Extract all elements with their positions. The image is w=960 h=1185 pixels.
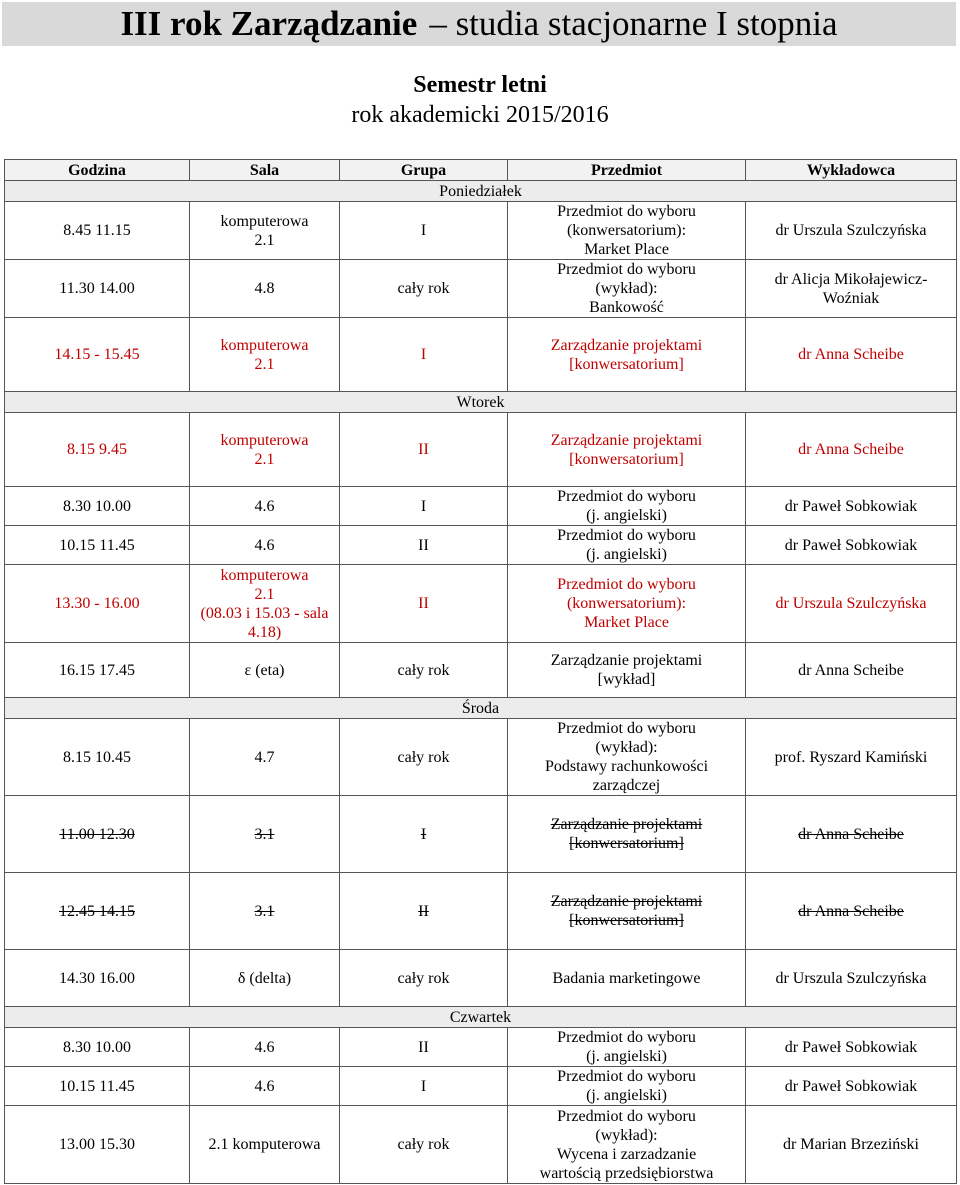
cell-subject: Zarządzanie projektami [konwersatorium] xyxy=(508,413,746,487)
table-row xyxy=(5,260,957,318)
cell-room: 4.6 xyxy=(190,526,340,565)
cell-teacher: dr Urszula Szulczyńska xyxy=(746,565,957,643)
cell-room: 4.6 xyxy=(190,1067,340,1106)
cell-subject: Przedmiot do wyboru (wykład): Bankowość xyxy=(508,260,746,318)
cell-room: 2.1 komputerowa xyxy=(190,1106,340,1184)
cell-subject: Badania marketingowe xyxy=(508,950,746,1007)
header-room: Sala xyxy=(190,160,340,181)
day-row xyxy=(5,392,957,413)
day-row xyxy=(5,181,957,202)
cell-group: II xyxy=(340,413,508,487)
cell-subject: Przedmiot do wyboru (wykład): Podstawy rachunkowości zarządczej xyxy=(508,719,746,796)
cell-hour: 8.30 10.00 xyxy=(5,487,190,526)
table-row xyxy=(5,873,957,950)
table-row xyxy=(5,796,957,873)
cell-teacher: dr Urszula Szulczyńska xyxy=(746,202,957,260)
cell-room: 3.1 xyxy=(190,796,340,873)
day-row xyxy=(5,698,957,719)
cell-subject: Przedmiot do wyboru (wykład): Wycena i zarzadzanie wartością przedsiębiorstwa xyxy=(508,1106,746,1184)
cell-teacher: dr Paweł Sobkowiak xyxy=(746,1028,957,1067)
table-row xyxy=(5,719,957,796)
cell-teacher: dr Marian Brzeziński xyxy=(746,1106,957,1184)
cell-room: 4.6 xyxy=(190,1028,340,1067)
cell-room: komputerowa 2.1 xyxy=(190,413,340,487)
cell-hour: 8.15 10.45 xyxy=(5,719,190,796)
cell-room: komputerowa 2.1 xyxy=(190,318,340,392)
cell-subject: Zarządzanie projektami [konwersatorium] xyxy=(508,318,746,392)
header-row xyxy=(5,160,957,181)
day-tuesday: Wtorek xyxy=(5,392,957,413)
cell-subject: Zarządzanie projektami [konwersatorium] xyxy=(508,796,746,873)
cell-teacher: dr Paweł Sobkowiak xyxy=(746,526,957,565)
cell-room: 4.7 xyxy=(190,719,340,796)
cell-group: I xyxy=(340,318,508,392)
cell-teacher: dr Alicja Mikołajewicz- Woźniak xyxy=(746,260,957,318)
day-monday: Poniedziałek xyxy=(5,181,957,202)
cell-hour: 14.30 16.00 xyxy=(5,950,190,1007)
table-row xyxy=(5,950,957,1007)
cell-room: komputerowa 2.1 (08.03 i 15.03 - sala 4.18) xyxy=(190,565,340,643)
academic-year-label: rok akademicki 2015/2016 xyxy=(351,102,609,128)
cell-subject: Przedmiot do wyboru (j. angielski) xyxy=(508,1067,746,1106)
cell-group: I xyxy=(340,796,508,873)
cell-teacher: dr Anna Scheibe xyxy=(746,318,957,392)
cell-hour: 13.00 15.30 xyxy=(5,1106,190,1184)
table-row xyxy=(5,526,957,565)
cell-group: II xyxy=(340,1028,508,1067)
title-rest: – studia stacjonarne I stopnia xyxy=(429,4,838,43)
cell-subject: Przedmiot do wyboru (j. angielski) xyxy=(508,526,746,565)
cell-subject: Przedmiot do wyboru (j. angielski) xyxy=(508,487,746,526)
cell-subject: Przedmiot do wyboru (konwersatorium): Market Place xyxy=(508,565,746,643)
cell-teacher: dr Anna Scheibe xyxy=(746,413,957,487)
cell-group: II xyxy=(340,526,508,565)
table-row xyxy=(5,1028,957,1067)
table-row xyxy=(5,1106,957,1184)
table-row xyxy=(5,1067,957,1106)
cell-group: cały rok xyxy=(340,719,508,796)
cell-hour: 14.15 - 15.45 xyxy=(5,318,190,392)
cell-subject: Zarządzanie projektami [wykład] xyxy=(508,643,746,698)
day-wednesday: Środa xyxy=(5,698,957,719)
header-hour: Godzina xyxy=(5,160,190,181)
cell-hour: 8.30 10.00 xyxy=(5,1028,190,1067)
semester-label: Semestr letni xyxy=(413,72,547,98)
cell-room: 4.6 xyxy=(190,487,340,526)
cell-teacher: dr Anna Scheibe xyxy=(746,873,957,950)
cell-hour: 13.30 - 16.00 xyxy=(5,565,190,643)
day-thursday: Czwartek xyxy=(5,1007,957,1028)
header-group: Grupa xyxy=(340,160,508,181)
cell-room: 3.1 xyxy=(190,873,340,950)
cell-teacher: dr Paweł Sobkowiak xyxy=(746,1067,957,1106)
day-row xyxy=(5,1007,957,1028)
table-row xyxy=(5,487,957,526)
table-row xyxy=(5,318,957,392)
cell-group: I xyxy=(340,1067,508,1106)
cell-teacher: dr Paweł Sobkowiak xyxy=(746,487,957,526)
cell-hour: 8.45 11.15 xyxy=(5,202,190,260)
cell-subject: Zarządzanie projektami [konwersatorium] xyxy=(508,873,746,950)
cell-teacher: prof. Ryszard Kamiński xyxy=(746,719,957,796)
cell-group: I xyxy=(340,202,508,260)
cell-group: II xyxy=(340,565,508,643)
cell-hour: 11.30 14.00 xyxy=(5,260,190,318)
cell-teacher: dr Anna Scheibe xyxy=(746,796,957,873)
cell-hour: 8.15 9.45 xyxy=(5,413,190,487)
cell-subject: Przedmiot do wyboru (j. angielski) xyxy=(508,1028,746,1067)
cell-hour: 10.15 11.45 xyxy=(5,1067,190,1106)
cell-group: cały rok xyxy=(340,950,508,1007)
cell-group: cały rok xyxy=(340,260,508,318)
cell-hour: 16.15 17.45 xyxy=(5,643,190,698)
table-row xyxy=(5,413,957,487)
cell-hour: 11.00 12.30 xyxy=(5,796,190,873)
cell-hour: 12.45 14.15 xyxy=(5,873,190,950)
table-row xyxy=(5,565,957,643)
page-title xyxy=(2,2,956,46)
cell-group: cały rok xyxy=(340,643,508,698)
cell-group: cały rok xyxy=(340,1106,508,1184)
cell-group: II xyxy=(340,873,508,950)
cell-group: I xyxy=(340,487,508,526)
cell-room: δ (delta) xyxy=(190,950,340,1007)
cell-teacher: dr Anna Scheibe xyxy=(746,643,957,698)
header-subject: Przedmiot xyxy=(508,160,746,181)
table-row xyxy=(5,643,957,698)
cell-room: ε (eta) xyxy=(190,643,340,698)
cell-subject: Przedmiot do wyboru (konwersatorium): Market Place xyxy=(508,202,746,260)
cell-hour: 10.15 11.45 xyxy=(5,526,190,565)
schedule-table xyxy=(4,159,957,1184)
cell-room: 4.8 xyxy=(190,260,340,318)
header-teacher: Wykładowca xyxy=(746,160,957,181)
table-row xyxy=(5,202,957,260)
cell-teacher: dr Urszula Szulczyńska xyxy=(746,950,957,1007)
cell-room: komputerowa 2.1 xyxy=(190,202,340,260)
title-bold: III rok Zarządzanie xyxy=(120,4,418,43)
